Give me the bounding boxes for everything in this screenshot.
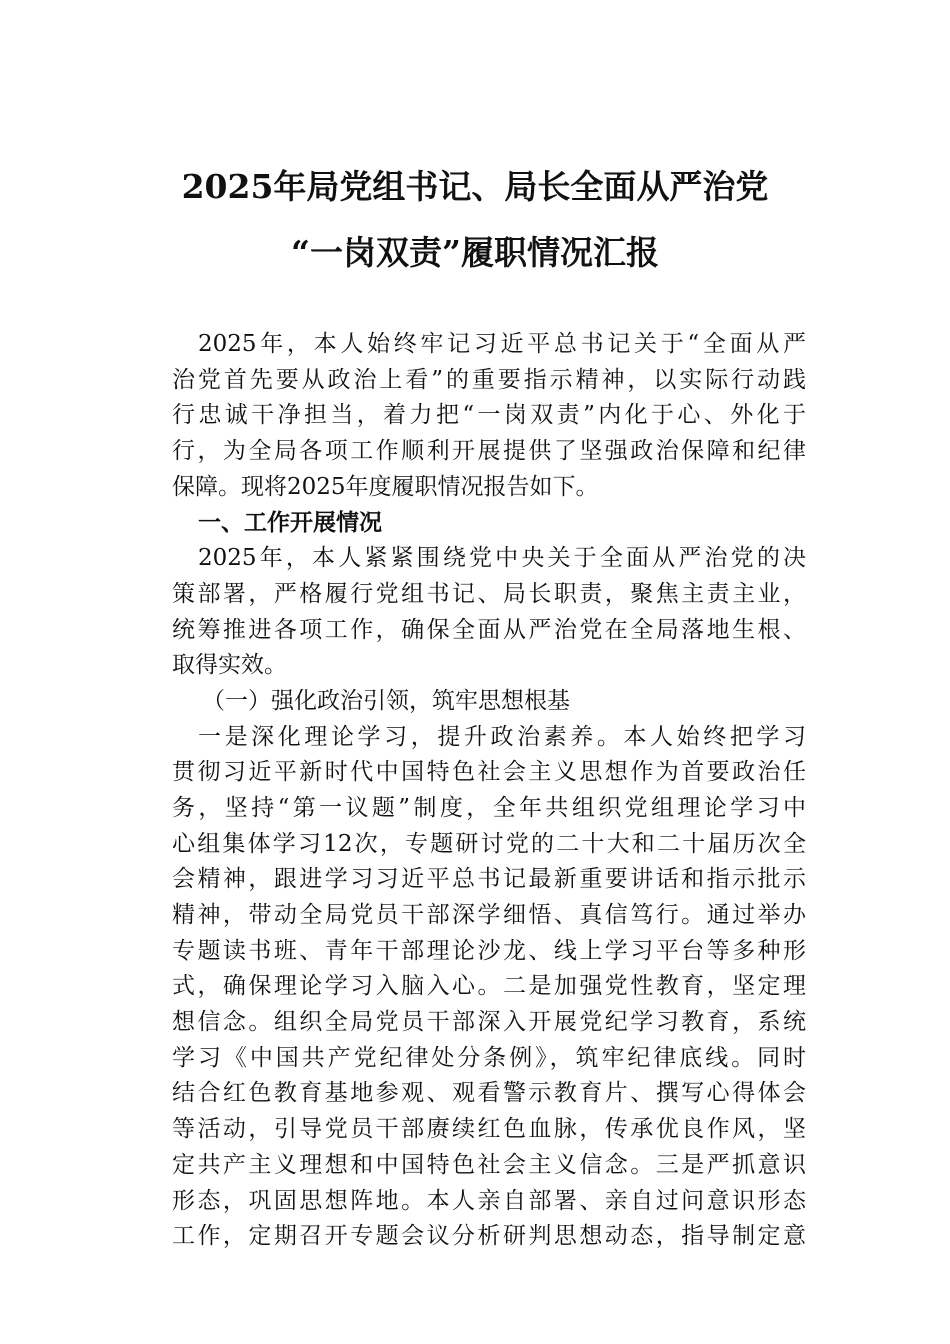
paragraph-line: 等活动，引导党员干部赓续红色血脉，传承优良作风，坚	[172, 1116, 806, 1143]
document-body	[172, 327, 806, 1255]
section-heading: 一、工作开展情况	[198, 509, 382, 537]
paragraph-line: 式，确保理论学习入脑入心。二是加强党性教育，坚定理	[172, 973, 806, 1000]
paragraph-line: 会精神，跟进学习习近平总书记最新重要讲话和指示批示	[172, 866, 806, 893]
paragraph-line: 心组集体学习12次，专题研讨党的二十大和二十届历次全	[172, 830, 806, 857]
paragraph-line: 结合红色教育基地参观、观看警示教育片、撰写心得体会	[172, 1080, 806, 1107]
paragraph-line: 工作，定期召开专题会议分析研判思想动态，指导制定意	[172, 1223, 806, 1250]
paragraph-line: 取得实效。	[172, 652, 287, 679]
subsection-heading: （一）强化政治引领，筑牢思想根基	[202, 687, 570, 714]
paragraph-line: 精神，带动全局党员干部深学细悟、真信笃行。通过举办	[172, 902, 806, 928]
document-title-line-1: 2025年局党组书记、局长全面从严治党	[181, 167, 769, 206]
paragraph-line: 统筹推进各项工作，确保全面从严治党在全局落地生根、	[172, 616, 806, 643]
paragraph-line: 想信念。组织全局党员干部深入开展党纪学习教育，系统	[172, 1009, 806, 1036]
paragraph-line: 2025年，本人始终牢记习近平总书记关于“全面从严	[198, 331, 806, 357]
paragraph-line: 专题读书班、青年干部理论沙龙、线上学习平台等多种形	[172, 937, 806, 964]
paragraph-line: 策部署，严格履行党组书记、局长职责，聚焦主责主业，	[172, 580, 806, 607]
paragraph-line: 行忠诚干净担当，着力把“一岗双责”内化于心、外化于	[172, 402, 806, 429]
paragraph-line: 形态，巩固思想阵地。本人亲自部署、亲自过问意识形态	[172, 1187, 806, 1214]
paragraph-line: 务，坚持“第一议题”制度，全年共组织党组理论学习中	[172, 794, 806, 821]
paragraph-line: 一是深化理论学习，提升政治素养。本人始终把学习	[198, 723, 806, 750]
document-title-line-2: “一岗双责”履职情况汇报	[291, 233, 659, 272]
paragraph-line: 贯彻习近平新时代中国特色社会主义思想作为首要政治任	[172, 759, 806, 786]
paragraph-line: 行，为全局各项工作顺利开展提供了坚强政治保障和纪律	[172, 438, 806, 465]
paragraph-line: 学习《中国共产党纪律处分条例》，筑牢纪律底线。同时	[172, 1044, 806, 1071]
paragraph-line: 2025年，本人紧紧围绕党中央关于全面从严治党的决	[198, 545, 806, 572]
paragraph-line: 保障。现将2025年度履职情况报告如下。	[172, 473, 599, 500]
paragraph-line: 治党首先要从政治上看”的重要指示精神，以实际行动践	[172, 366, 806, 393]
paragraph-line: 定共产主义理想和中国特色社会主义信念。三是严抓意识	[172, 1151, 806, 1178]
